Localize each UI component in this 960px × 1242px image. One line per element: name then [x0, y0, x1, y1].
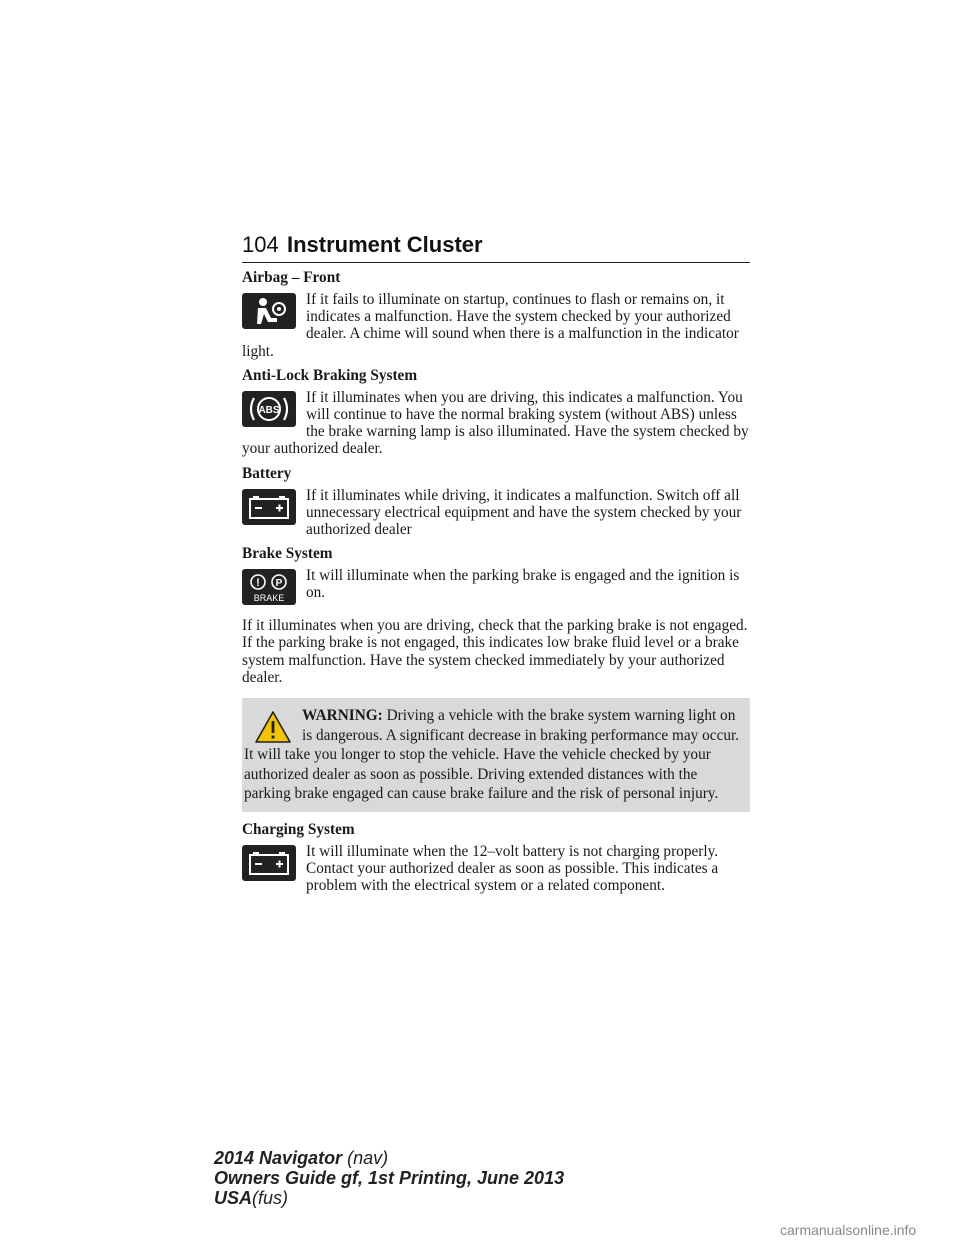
- entry-title: Charging System: [242, 820, 355, 838]
- battery-icon: [242, 845, 296, 881]
- battery-icon: [242, 489, 296, 525]
- page-header: [242, 232, 750, 263]
- footer-model: 2014 Navigator: [214, 1148, 343, 1168]
- entry-brake: [242, 544, 750, 607]
- abs-icon: [242, 391, 296, 427]
- airbag-icon: [242, 293, 296, 329]
- entry-text: It will illuminate when the parking brake is engaged and the ignition is on.: [306, 567, 740, 602]
- entry-abs: [242, 366, 750, 458]
- entry-charging: [242, 820, 750, 895]
- warning-label: WARNING:: [302, 707, 383, 725]
- footer-region-code: (fus): [252, 1188, 289, 1208]
- entry-title: Anti-Lock Braking System: [242, 366, 418, 384]
- warning-box: [242, 698, 750, 812]
- page-number: 104: [242, 232, 279, 257]
- watermark: carmanualsonline.info: [780, 1222, 917, 1238]
- section-title: Instrument Cluster: [287, 232, 483, 257]
- entry-text: If it fails to illuminate on startup, continues to flash or remains on, it indicates a malfunction. Have the system checked by your authorized dealer. A chime will sound when there is a malfunction in the indicator light.: [242, 291, 739, 360]
- svg-text:P: P: [275, 578, 283, 590]
- footer: [214, 1148, 564, 1208]
- footer-guide: Owners Guide gf, 1st Printing, June 2013: [214, 1168, 565, 1188]
- footer-region: USA: [214, 1188, 253, 1208]
- abs-icon-label: ABS: [258, 404, 280, 416]
- entry-text: If it illuminates while driving, it indicates a malfunction. Switch off all unnecessary electrical equipment and have the system checked by your authorized dealer: [306, 486, 742, 539]
- warning-triangle-icon: [254, 710, 292, 744]
- entry-airbag: [242, 268, 750, 360]
- page-content: [242, 268, 750, 900]
- warning-text: Driving a vehicle with the brake system warning light on is dangerous. A significant decrease in braking performance may occur. It will take you longer to stop the vehicle. Have the vehicle checked by your authorized dealer as soon as possible. Driving extended distances with the parking brake engaged can cause brake failure and the risk of personal injury.: [244, 707, 740, 803]
- footer-model-line: [214, 1148, 564, 1168]
- footer-model-code: (nav): [347, 1148, 389, 1168]
- entry-text: If it illuminates when you are driving, this indicates a malfunction. You will continue to have the normal braking system (without ABS) unless the brake warning lamp is also illuminated. Have the system checked by your authorized dealer.: [242, 388, 749, 458]
- brake-paragraph: If it illuminates when you are driving, check that the parking brake is not engaged. If the parking brake is not engaged, this indicates low brake fluid level or a brake system malfunction. Have the system checked immediately by your authorized dealer.: [242, 617, 748, 686]
- svg-text:!: !: [256, 577, 260, 590]
- brake-icon-label: BRAKE: [253, 593, 285, 604]
- entry-battery: [242, 464, 750, 539]
- entry-title: Battery: [242, 464, 292, 482]
- entry-text: It will illuminate when the 12–volt battery is not charging properly. Contact your authorized dealer as soon as possible. This indicates a problem with the electrical system or a related component.: [306, 842, 719, 894]
- entry-title: Brake System: [242, 545, 333, 563]
- footer-region-line: [214, 1188, 564, 1208]
- brake-icon: [242, 569, 296, 605]
- entry-title: Airbag – Front: [242, 269, 341, 286]
